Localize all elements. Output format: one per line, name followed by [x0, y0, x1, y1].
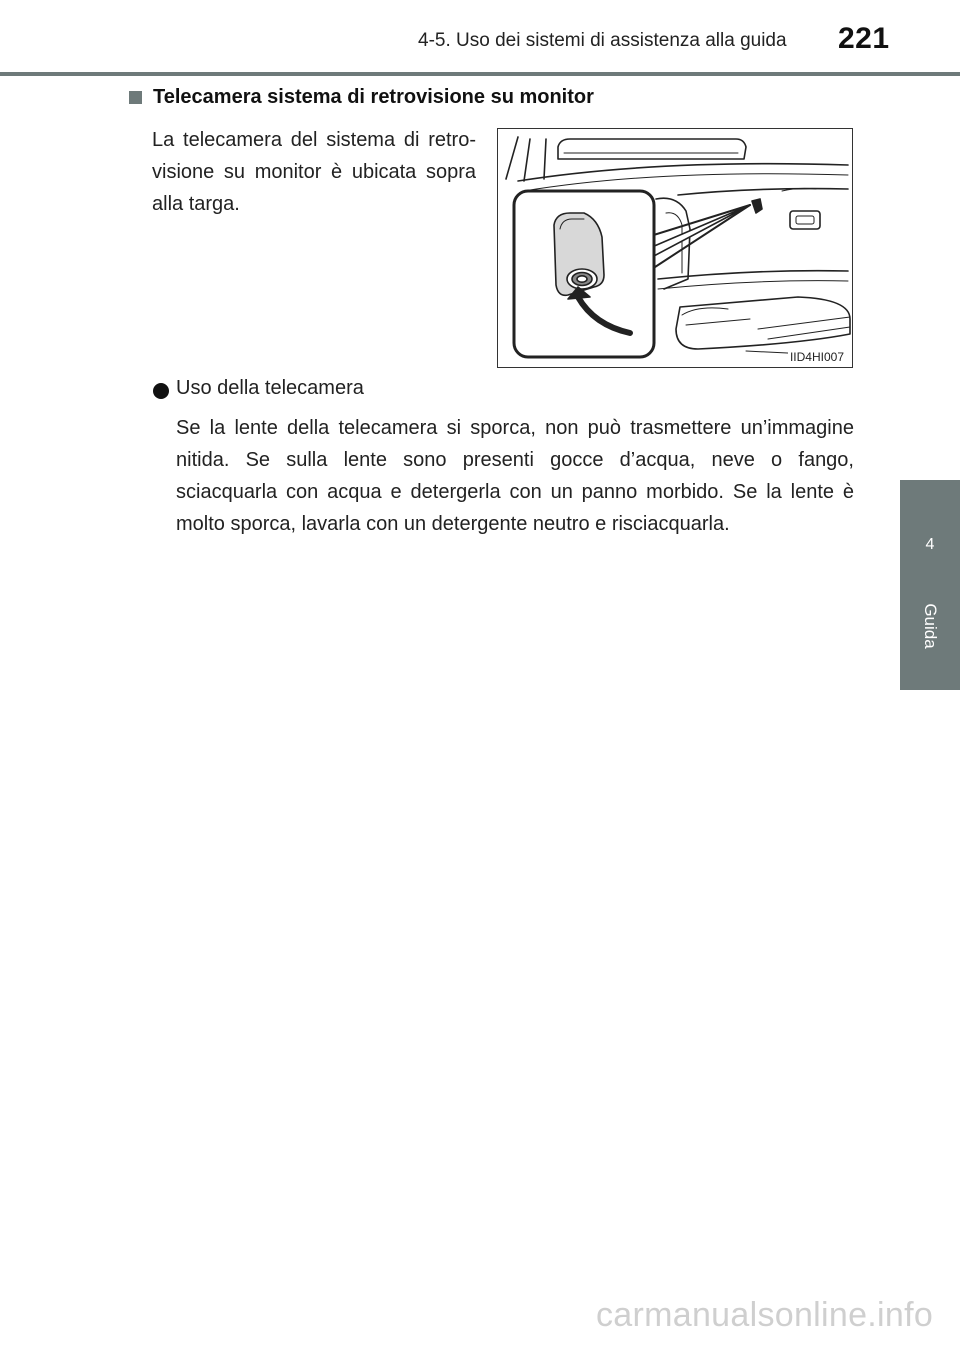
pickup-rear-camera-drawing	[498, 129, 853, 368]
section-heading: Telecamera sistema di retrovisione su monitor	[153, 86, 594, 108]
chapter-label: Guida	[921, 603, 940, 649]
intro-paragraph: La telecamera del sistema di retrovisione su monitor è ubicata sopra alla targa.	[152, 129, 476, 215]
square-bullet-icon	[129, 91, 142, 104]
header-rule	[0, 72, 960, 76]
header-section-title: 4-5. Uso dei sistemi di assistenza alla guida	[418, 30, 787, 51]
figure-code: IID4HI007	[789, 350, 844, 364]
chapter-number: 4	[925, 536, 935, 553]
subsection-heading: Uso della telecamera	[176, 377, 364, 399]
body-paragraph: Se la lente della telecamera si sporca, non può trasmettere un’immagine nitida. Se sulla lente sono presenti gocce d’acqua, neve o fango, sciacquarla con acqua e detergerla con un panno morbido. Se la lente è molto sporca, lavarla con un detergente neutro e risciacquarla.	[176, 417, 854, 535]
watermark[interactable]: carmanualsonline.info	[596, 1296, 934, 1334]
chapter-side-tab	[900, 480, 960, 690]
camera-location-illustration	[497, 128, 853, 368]
page-number: 221	[838, 22, 890, 55]
round-bullet-icon	[153, 383, 169, 399]
